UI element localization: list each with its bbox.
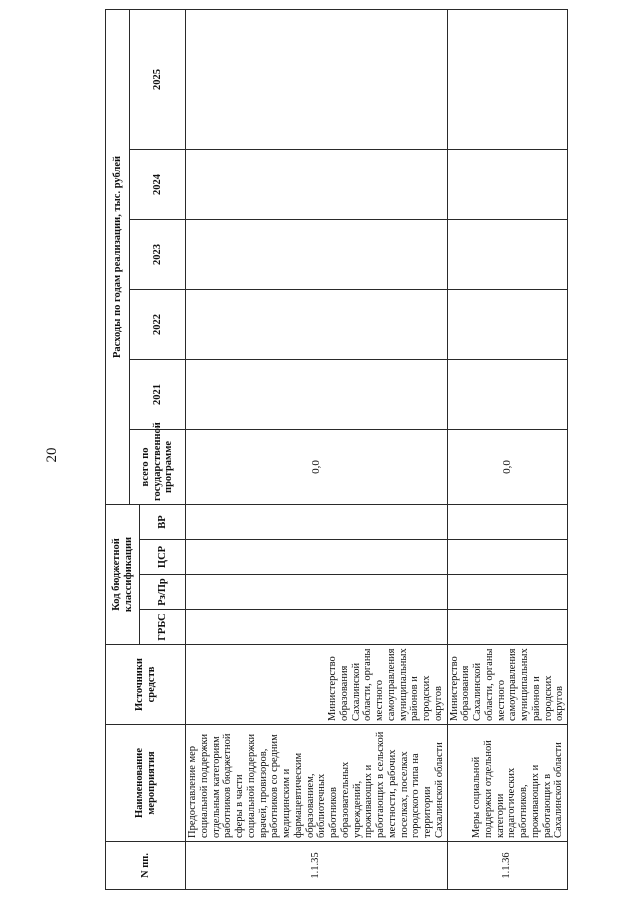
header-year-2022: 2022 [130, 289, 186, 359]
row-grbs [186, 610, 448, 645]
header-vr: ВР [140, 504, 186, 539]
row-grbs [447, 610, 568, 645]
row-number: 1.1.35 [186, 842, 448, 890]
page-number: 20 [44, 447, 60, 463]
row-2025 [447, 9, 568, 149]
row-2023 [447, 219, 568, 289]
header-year-2021: 2021 [130, 359, 186, 429]
header-year-2023: 2023 [130, 219, 186, 289]
row-source: Министерство образования Сахалинской области, органы местного самоуправления муниципальных районов и городских округов [447, 645, 568, 725]
header-total: всего по государственной программе [130, 429, 186, 504]
header-row-1 [106, 9, 130, 889]
header-sources: Источники средств [106, 645, 186, 725]
row-number: 1.1.36 [447, 842, 568, 890]
header-grbs: ГРБС [140, 610, 186, 645]
row-rzpr [186, 575, 448, 610]
header-budget-code: Код бюджетной классификации [106, 504, 140, 644]
budget-table [105, 9, 568, 890]
row-csr [447, 540, 568, 575]
row-2024 [447, 149, 568, 219]
row-total: 0,0 [447, 429, 568, 504]
row-total: 0,0 [186, 429, 448, 504]
header-name: Наименование мероприятия [106, 725, 186, 842]
row-2024 [186, 149, 448, 219]
table-row [447, 9, 568, 889]
header-rzpr: Рз/Пр [140, 575, 186, 610]
rotated-table-wrapper [105, 10, 566, 890]
row-source: Министерство образования Сахалинской области, органы местного самоуправления муниципальных районов и городских округов [186, 645, 448, 725]
header-expenses: Расходы по годам реализации, тыс. рублей [106, 9, 130, 504]
row-2023 [186, 219, 448, 289]
header-year-2025: 2025 [130, 9, 186, 149]
table-row [186, 9, 448, 889]
row-name: Меры социальной поддержки отдельной категории педагогических работников, проживающих и работающих в Сахалинской области [447, 725, 568, 842]
row-2021 [447, 359, 568, 429]
header-csr: ЦСР [140, 540, 186, 575]
row-2021 [186, 359, 448, 429]
row-name: Предоставление мер социальной поддержки отдельным категориям работников бюджетной сферы в части социальной поддержки врачей, провизоров, работников со средним медицинским и фармацевтическим образованием, библиотечных работников образовательных учреждений, проживающих и работающих в сельской местности, рабочих поселках, поселках городского типа на территории Сахалинской области [186, 725, 448, 842]
header-number: N пп. [106, 842, 186, 890]
row-2025 [186, 9, 448, 149]
row-csr [186, 540, 448, 575]
row-vr [447, 504, 568, 539]
row-2022 [447, 289, 568, 359]
header-year-2024: 2024 [130, 149, 186, 219]
row-rzpr [447, 575, 568, 610]
row-vr [186, 504, 448, 539]
row-2022 [186, 289, 448, 359]
